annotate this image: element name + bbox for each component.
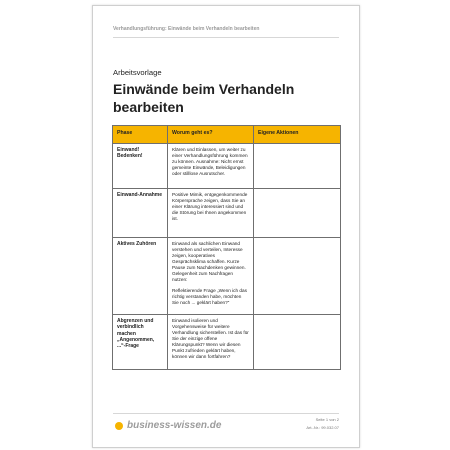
- description-text: Klären und Einlassen, um weiter zu einer Verhandlungsführung kommen zu können. Ausnahme: Nicht ernst gemeinte Einwände, Beleidigungen oder stilllose Ausrutscher.: [172, 147, 248, 177]
- logo-text: business-wissen.de: [127, 420, 222, 431]
- description-text: Einwand isolieren und Vorgehensweise für weitere Verhandlung sicherstellen. Ist das für Sie der einzige offene Klärungspunkt? Wenn wir diesen Punkt zufrieden geklärt haben, können wir dann fortfahren?: [172, 318, 249, 360]
- actions-cell[interactable]: [254, 189, 341, 238]
- description-text: Einwand als sachlichen Einwand verstehen und verteilen, Interesse zeigen, kooperatives Gesprächsklima schaffen. Kurze Pause zum Nachdenken gewinnen. Gelegenheit zum Nachfragen nutzen:: [172, 241, 246, 283]
- article-number: Art.-Nr.: 99.032.07: [306, 425, 339, 430]
- description-cell: [168, 144, 254, 189]
- description-cell: [168, 189, 254, 238]
- description-text: Positive Mimik, entgegenkommende Körpersprache zeigen, dass Sie an einer Klärung interessiert sind und die Störung bei Ihnen angekommen ist.: [172, 192, 248, 222]
- table-row: [113, 315, 341, 370]
- phase-cell: Einwand-Annahme: [113, 189, 168, 238]
- table-header-row: [113, 126, 341, 144]
- page-number: Seite 1 von 2: [315, 417, 339, 422]
- document-title: Einwände beim Verhandeln bearbeiten: [113, 81, 295, 115]
- column-header-phase: Phase: [113, 126, 168, 144]
- description-cell: [168, 315, 254, 370]
- logo-dot-icon: [115, 422, 123, 430]
- table-row: [113, 189, 341, 238]
- document-subtitle: Arbeitsvorlage: [113, 68, 162, 77]
- header-divider: [113, 37, 339, 38]
- actions-cell[interactable]: [254, 315, 341, 370]
- description-cell: [168, 238, 254, 315]
- phase-cell: Abgrenzen und verbindlich machen „Angenommen, ...“-Frage: [113, 315, 168, 370]
- phase-cell: Einwand! Bedenken!: [113, 144, 168, 189]
- actions-cell[interactable]: [254, 238, 341, 315]
- table-row: [113, 144, 341, 189]
- footer-divider: [113, 413, 339, 414]
- actions-cell[interactable]: [254, 144, 341, 189]
- document-page: [92, 5, 360, 448]
- worksheet-table: [112, 125, 341, 370]
- table-row: [113, 238, 341, 315]
- description-text: Reflektierende Frage „Wenn ich das richtig verstanden habe, möchten Sie noch ... geklärt haben?“: [172, 288, 247, 306]
- phase-cell: Aktives Zuhören: [113, 238, 168, 315]
- running-header: Verhandlungsführung: Einwände beim Verhandeln bearbeiten: [113, 26, 260, 32]
- column-header-worum: Worum geht es?: [168, 126, 254, 144]
- brand-logo: [115, 420, 221, 431]
- column-header-aktionen: Eigene Aktionen: [254, 126, 341, 144]
